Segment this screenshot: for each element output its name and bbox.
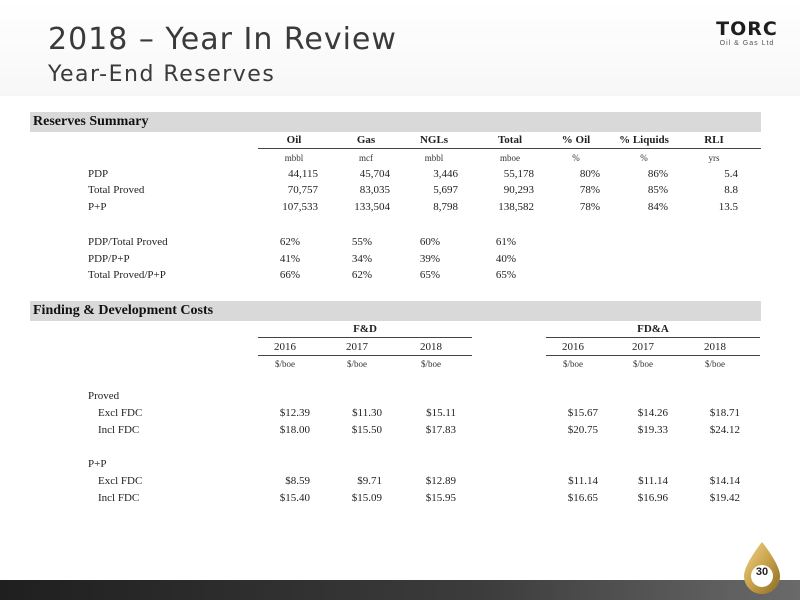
fd-group-label: P+P <box>88 458 107 470</box>
fda-cell: $16.65 <box>567 492 598 504</box>
reserves-ratio-cell: 61% <box>495 236 517 248</box>
reserves-ratio-cell: 39% <box>419 253 441 265</box>
reserves-cell: 55,178 <box>503 168 534 180</box>
fd-cell: $18.00 <box>279 424 310 436</box>
fd-row-label: Excl FDC <box>98 407 143 419</box>
fda-cell: $14.14 <box>709 475 740 487</box>
fd-year-header: 2016 <box>274 341 296 353</box>
reserves-cell: 90,293 <box>503 184 534 196</box>
reserves-col-unit: mbbl <box>424 153 444 163</box>
reserves-ratio-cell: 62% <box>279 236 301 248</box>
fd-row-label: Excl FDC <box>98 475 143 487</box>
fd-group-label: Proved <box>88 390 120 402</box>
fda-cell: $11.14 <box>638 475 668 487</box>
reserves-cell: 84% <box>647 201 668 213</box>
fda-cell: $18.71 <box>709 407 740 419</box>
fd-cell: $17.83 <box>425 424 456 436</box>
reserves-cell: 78% <box>579 184 600 196</box>
reserves-section-title: Reserves Summary <box>30 112 761 132</box>
reserves-ratio-cell: 41% <box>279 253 301 265</box>
reserves-cell: 5.4 <box>724 168 738 180</box>
fda-group-rule <box>546 337 760 338</box>
fda-cell: $24.12 <box>709 424 740 436</box>
reserves-cell: 70,757 <box>287 184 318 196</box>
reserves-cell: 44,115 <box>288 168 318 180</box>
fda-cell: $15.67 <box>567 407 598 419</box>
reserves-col-unit: mcf <box>359 153 373 163</box>
logo-wordmark: TORC <box>716 18 778 40</box>
reserves-ratio-label: Total Proved/P+P <box>88 269 166 281</box>
fda-unit: $/boe <box>563 359 583 369</box>
reserves-cell: 13.5 <box>718 201 738 213</box>
fda-cell: $16.96 <box>637 492 668 504</box>
fd-unit: $/boe <box>347 359 367 369</box>
fd-cell: $11.30 <box>352 407 382 419</box>
fd-cell: $15.40 <box>279 492 310 504</box>
reserves-col-unit: % <box>572 153 580 163</box>
reserves-ratio-cell: 55% <box>351 236 373 248</box>
reserves-cell: 3,446 <box>433 168 458 180</box>
fd-year-rule <box>258 355 472 356</box>
reserves-ratio-cell: 66% <box>279 269 301 281</box>
fda-year-rule <box>546 355 760 356</box>
page-number: 30 <box>755 566 769 578</box>
fd-cell: $15.50 <box>351 424 382 436</box>
fd-unit: $/boe <box>275 359 295 369</box>
reserves-cell: 80% <box>579 168 600 180</box>
fda-cell: $11.14 <box>568 475 598 487</box>
fd-section-title: Finding & Development Costs <box>30 301 761 321</box>
fd-row-label: Incl FDC <box>98 424 140 436</box>
fd-cell: $12.89 <box>425 475 456 487</box>
reserves-col-header: NGLs <box>419 134 449 146</box>
reserves-cell: 107,533 <box>282 201 318 213</box>
reserves-cell: 83,035 <box>359 184 390 196</box>
fda-group-header: FD&A <box>637 323 669 335</box>
fda-cell: $19.42 <box>709 492 740 504</box>
reserves-cell: 8,798 <box>433 201 458 213</box>
reserves-cell: 8.8 <box>724 184 738 196</box>
fd-cell: $15.11 <box>426 407 456 419</box>
fda-cell: $20.75 <box>567 424 598 436</box>
reserves-ratio-cell: 65% <box>495 269 517 281</box>
reserves-ratio-cell: 60% <box>419 236 441 248</box>
reserves-col-unit: % <box>640 153 648 163</box>
reserves-cell: 45,704 <box>359 168 390 180</box>
fd-row-label: Incl FDC <box>98 492 140 504</box>
reserves-col-header: RLI <box>704 134 724 146</box>
footer-bar <box>0 580 800 600</box>
reserves-cell: 5,697 <box>433 184 458 196</box>
reserves-col-header: Oil <box>286 134 302 146</box>
reserves-cell: 86% <box>647 168 668 180</box>
fd-cell: $12.39 <box>279 407 310 419</box>
fd-unit: $/boe <box>421 359 441 369</box>
fd-group-header: F&D <box>353 323 377 335</box>
reserves-col-header: Gas <box>356 134 376 146</box>
fd-cell: $9.71 <box>357 475 382 487</box>
reserves-ratio-cell: 65% <box>419 269 441 281</box>
fda-year-header: 2018 <box>704 341 726 353</box>
reserves-cell: 133,504 <box>354 201 390 213</box>
company-logo <box>712 18 782 52</box>
fda-year-header: 2017 <box>632 341 654 353</box>
reserves-ratio-cell: 62% <box>351 269 373 281</box>
reserves-cell: 138,582 <box>498 201 534 213</box>
page-subtitle: Year-End Reserves <box>48 62 276 87</box>
fd-cell: $8.59 <box>285 475 310 487</box>
reserves-col-unit: mbbl <box>284 153 304 163</box>
reserves-ratio-cell: 34% <box>351 253 373 265</box>
fd-group-rule <box>258 337 472 338</box>
fda-unit: $/boe <box>633 359 653 369</box>
reserves-col-header: Total <box>497 134 523 146</box>
reserves-col-header: % Liquids <box>619 134 669 146</box>
reserves-ratio-label: PDP/Total Proved <box>88 236 168 248</box>
fd-cell: $15.09 <box>351 492 382 504</box>
reserves-header-rule <box>258 148 761 149</box>
fd-year-header: 2018 <box>420 341 442 353</box>
reserves-ratio-cell: 40% <box>495 253 517 265</box>
logo-tagline: Oil & Gas Ltd <box>719 40 775 47</box>
reserves-ratio-label: PDP/P+P <box>88 253 130 265</box>
fda-unit: $/boe <box>705 359 725 369</box>
fda-year-header: 2016 <box>562 341 584 353</box>
fda-cell: $14.26 <box>637 407 668 419</box>
reserves-cell: 78% <box>579 201 600 213</box>
reserves-row-label: Total Proved <box>88 184 145 196</box>
reserves-row-label: P+P <box>88 201 107 213</box>
fd-cell: $15.95 <box>425 492 456 504</box>
fda-cell: $19.33 <box>637 424 668 436</box>
fd-year-header: 2017 <box>346 341 368 353</box>
reserves-col-header: % Oil <box>561 134 591 146</box>
reserves-col-unit: yrs <box>708 153 720 163</box>
page-title: 2018 – Year In Review <box>48 22 397 57</box>
reserves-row-label: PDP <box>88 168 109 180</box>
reserves-cell: 85% <box>647 184 668 196</box>
reserves-col-unit: mboe <box>500 153 520 163</box>
